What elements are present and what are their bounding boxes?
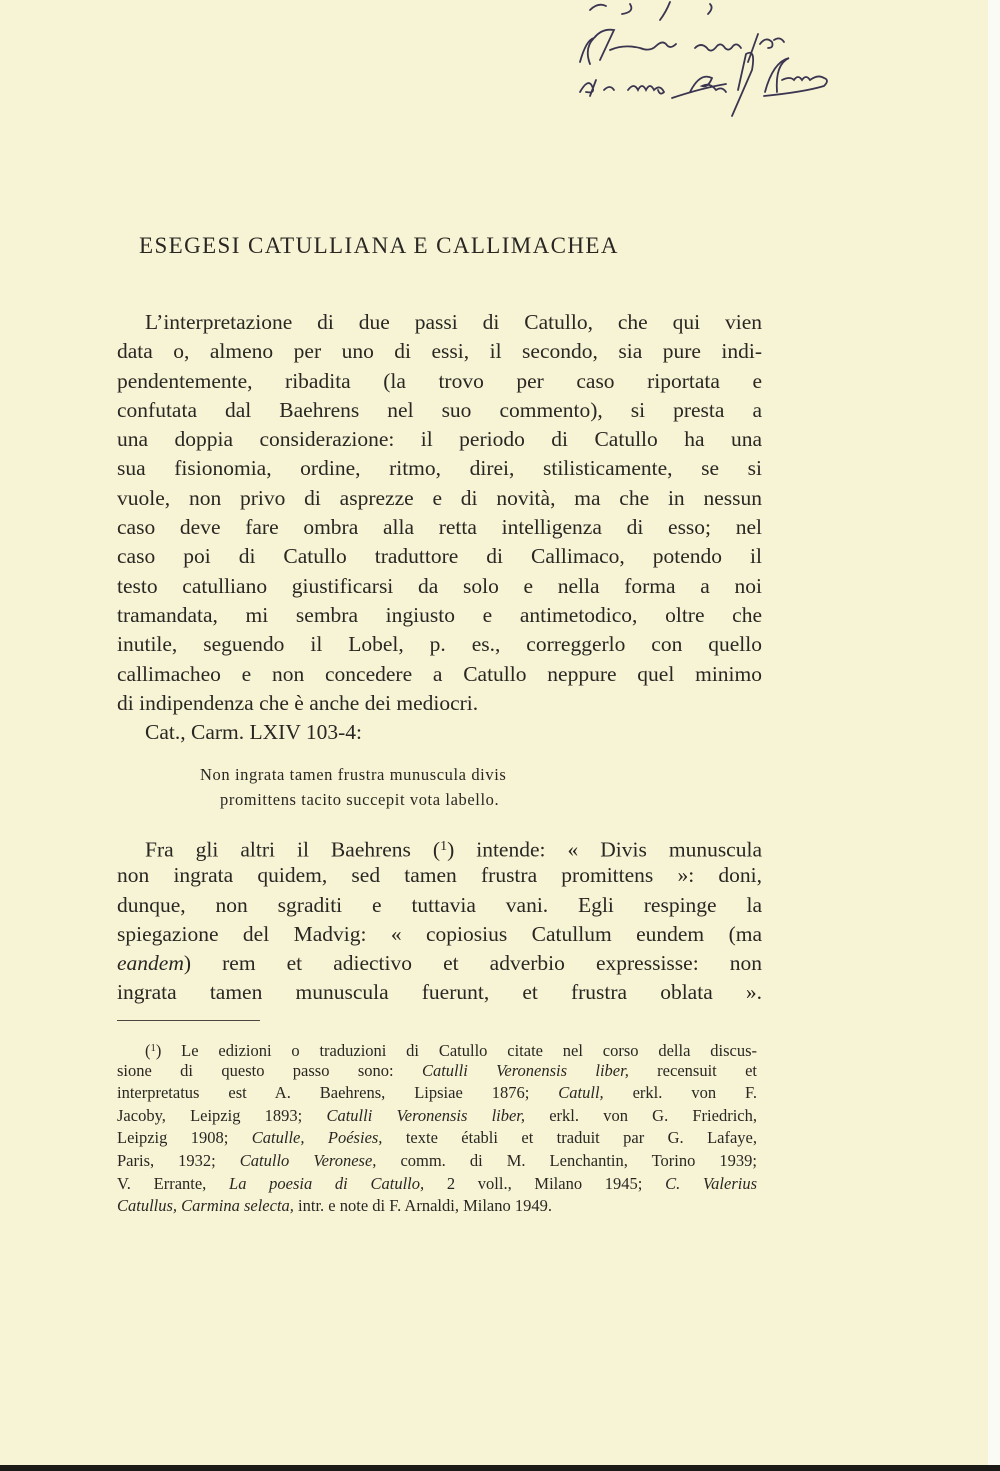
text-line: non ingrata quidem, sed tamen frustra promittens »: doni, [117, 863, 762, 888]
text-line: inutile, seguendo il Lobel, p. es., correggerlo con quello [117, 632, 762, 657]
footnote-line: Leipzig 1908; Catulle, Poésies, texte établi et traduit par G. Lafaye, [117, 1128, 757, 1148]
text-line: tramandata, mi sembra ingiusto e antimetodico, oltre che [117, 602, 762, 627]
text-line: pendentemente, ribadita (la trovo per caso riportata e [117, 368, 762, 393]
text-line: caso deve fare ombra alla retta intelligenza di esso; nel [117, 515, 762, 540]
footnote-line: Catullus, Carmina selecta, intr. e note di F. Arnaldi, Milano 1949. [117, 1196, 553, 1216]
footnote-line: ($^1$) Le edizioni o traduzioni di Catullo citate nel corso della discus- [145, 1040, 757, 1060]
verse-line: promittens tacito succepit vota labello. [220, 790, 500, 809]
text-line: eandem) rem et adiectivo et adverbio expressisse: non [117, 951, 762, 976]
text-line: callimacheo e non concedere a Catullo neppure quel minimo [117, 661, 762, 686]
text-line: L’interpretazione di due passi di Catullo, che qui vien [145, 310, 762, 334]
text-line: confutata dal Baehrens nel suo commento), si presta a [117, 397, 762, 422]
footnote-ref[interactable]: 1 [440, 839, 448, 854]
verse-line: Non ingrata tamen frustra munuscula divis [200, 765, 507, 784]
footnote-line: Paris, 1932; Catullo Veronese, comm. di M. Lenchantin, Torino 1939; [117, 1150, 757, 1170]
text-line: caso poi di Catullo traduttore di Callimaco, potendo il [117, 544, 762, 569]
text-line: vuole, non privo di asprezze e di novità, ma che in nessun [117, 485, 762, 510]
footnote-line: V. Errante, La poesia di Catullo, 2 voll., Milano 1945; C. Valerius [117, 1173, 758, 1193]
footnote-line: sione di questo passo sono: Catulli Veronensis liber, recensuit et [117, 1060, 757, 1080]
paragraph-2 [117, 832, 762, 1008]
scan-edge [988, 0, 1000, 1471]
article-title: ESEGESI CATULLIANA E CALLIMACHEA [139, 233, 619, 258]
text-line: ingrata tamen munuscula fuerunt, et frustra oblata ». [117, 980, 762, 1005]
text-line: dunque, non sgraditi e tuttavia vani. Egli respinge la [117, 892, 762, 917]
footnote-divider [117, 1020, 260, 1021]
verse-quote [200, 762, 506, 812]
footnote-line: interpretatus est A. Baehrens, Lipsiae 1876; Catull, erkl. von F. [117, 1083, 757, 1103]
text-line: di indipendenza che è anche dei mediocri. [117, 690, 479, 715]
text-line: sua fisionomia, ordine, ritmo, direi, stilisticamente, se si [117, 456, 762, 481]
text-line: testo catulliano giustificarsi da solo e nella forma a noi [117, 573, 762, 598]
citation: Cat., Carm. LXIV 103-4: [145, 720, 362, 745]
text-line: una doppia considerazione: il periodo di Catullo ha una [117, 427, 762, 452]
text-line: data o, almeno per uno di essi, il secondo, sia pure indi- [117, 339, 762, 364]
text-line: Fra gli altri il Baehrens ($^1$) intende: « Divis munuscula [145, 837, 762, 862]
text-line: spiegazione del Madvig: « copiosius Catullum eundem (ma [117, 921, 762, 946]
footnote [117, 1037, 757, 1218]
paragraph-1 [117, 308, 762, 747]
footnote-line: Jacoby, Leipzig 1893; Catulli Veronensis liber, erkl. von G. Friedrich, [117, 1105, 757, 1125]
handwritten-dedication [560, 0, 920, 130]
scan-bottom-edge [0, 1465, 1000, 1471]
